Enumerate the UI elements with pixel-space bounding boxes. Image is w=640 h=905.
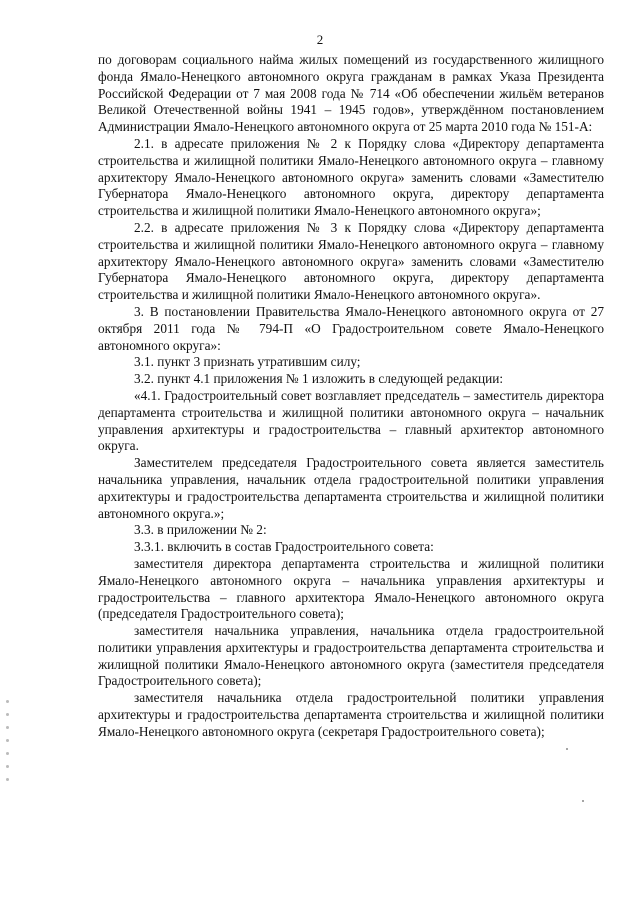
- paragraph-3-1: 3.1. пункт 3 признать утратившим силу;: [134, 354, 361, 370]
- document-body: [98, 52, 604, 741]
- scan-speck: [566, 748, 568, 750]
- paragraph-3-2: 3.2. пункт 4.1 приложения № 1 изложить в следующей редакции:: [134, 371, 504, 387]
- paragraph-2-1: 2.1. в адресате приложения № 2 к Порядку слова «Директору департамента строительства и жилищной политики Ямало-Ненецкого автономного округа – главному архитектору Ямало-Ненецкого автономного округа» заменить словами «Заместителю Губернатора Ямало-Ненецкого автономного округа, директору департамента строительства и жилищной политики Ямало-Ненецкого автономного округа»;: [98, 135, 604, 219]
- paragraph-3-3: 3.3. в приложении № 2:: [134, 522, 267, 538]
- paragraph-1: по договорам социального найма жилых помещений из государственного жилищного фонда Ямало-Ненецкого автономного округа гражданам в рамках Указа Президента Российской Федерации от 7 мая 2008 года № 714 «Об обеспечении жильём ветеранов Великой Отечественной войны 1941 – 1945 годов», утверждённом постановлением Администрации Ямало-Ненецкого автономного округа от 25 марта 2010 года № 151-А:: [98, 52, 604, 135]
- paragraph-member-secretary: заместителя начальника отдела градостроительной политики управления архитектуры и градостроительства департамента строительства и жилищной политики Ямало-Ненецкого автономного округа (секретаря Градостроительного совета);: [98, 690, 604, 739]
- scan-speck: [582, 800, 584, 802]
- scan-binding-marks: [6, 700, 10, 900]
- page-number: 2: [316, 32, 324, 47]
- paragraph-member-chair: заместителя директора департамента строительства и жилищной политики Ямало-Ненецкого автономного округа – начальника управления архитектуры и градостроительства – главного архитектора Ямало-Ненецкого автономного округа (председателя Градостроительного совета);: [98, 555, 604, 622]
- paragraph-deputy-chair: Заместителем председателя Градостроительного совета является заместитель начальника управления, начальник отдела градостроительной политики управления архитектуры и градостроительства департамента строительства и жилищной политики автономного округа.»;: [98, 455, 604, 521]
- paragraph-3: 3. В постановлении Правительства Ямало-Ненецкого автономного округа от 27 октября 2011 года № 794-П «О Градостроительном совете Ямало-Ненецкого автономного округа»:: [98, 303, 604, 353]
- paragraph-2-2: 2.2. в адресате приложения № 3 к Порядку слова «Директору департамента строительства и жилищной политики Ямало-Ненецкого автономного округа – главному архитектору Ямало-Ненецкого автономного округа» заменить словами «Заместителю Губернатора Ямало-Ненецкого автономного округа, директору департамента строительства и жилищной политики Ямало-Ненецкого автономного округа».: [98, 219, 604, 303]
- paragraph-3-3-1: 3.3.1. включить в состав Градостроительного совета:: [134, 539, 434, 555]
- paragraph-4-1-quote: «4.1. Градостроительный совет возглавляет председатель – заместитель директора департамента строительства и жилищной политики автономного округа – начальник управления архитектуры и градостроительства – главный архитектор автономного округа.: [98, 387, 604, 454]
- paragraph-member-deputy: заместителя начальника управления, начальника отдела градостроительной политики управления архитектуры и градостроительства департамента строительства и жилищной политики Ямало-Ненецкого автономного округа (заместителя председателя Градостроительного совета);: [98, 623, 604, 689]
